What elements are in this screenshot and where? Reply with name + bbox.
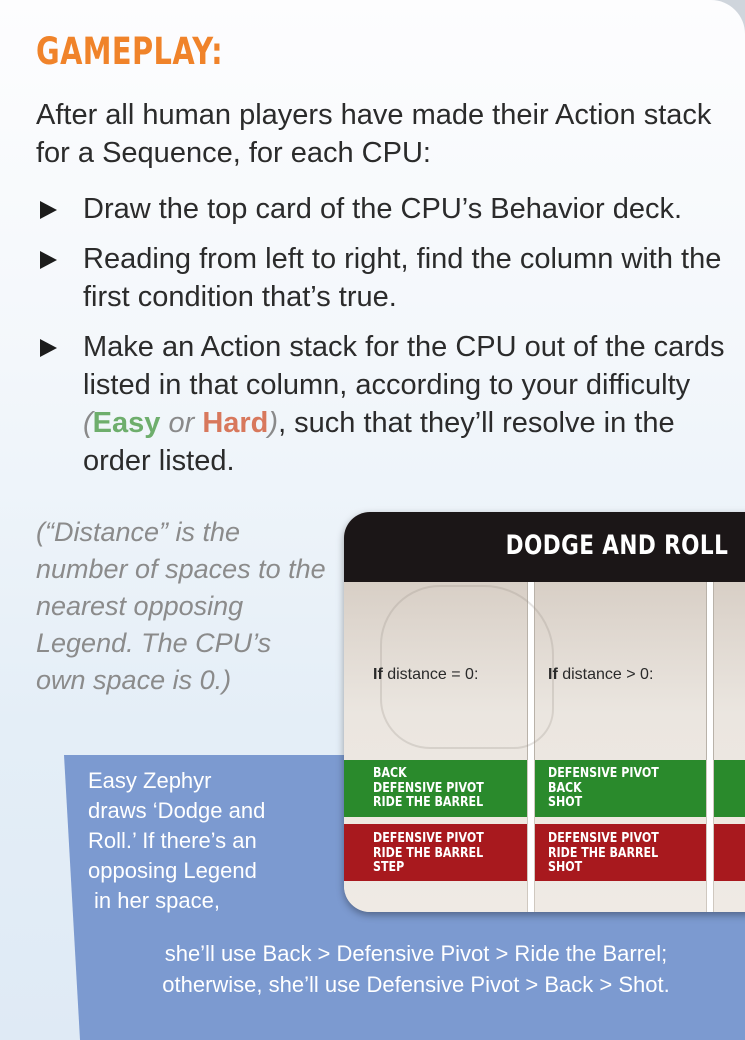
triangle-bullet-icon xyxy=(40,339,57,357)
condition-text: distance = 0: xyxy=(382,666,479,683)
step-item xyxy=(36,190,726,228)
action-card-name: BACK xyxy=(373,765,407,781)
example-line: draws ‘Dodge and xyxy=(88,798,266,823)
column-condition xyxy=(548,666,653,684)
easy-card-list xyxy=(373,766,484,810)
action-card-name: RIDE THE BARREL xyxy=(373,844,484,861)
card-title: DODGE AND ROLL xyxy=(505,530,728,561)
example-continuation xyxy=(96,938,736,1000)
action-card-name: BACK xyxy=(548,779,582,796)
easy-card-list xyxy=(548,766,659,810)
step-text: Draw the top card of the CPU’s Behavior deck. xyxy=(83,193,683,225)
action-card-name: DEFENSIVE PIVOT xyxy=(548,830,659,846)
hard-card-list xyxy=(373,831,484,875)
band-separator xyxy=(344,817,745,824)
step-text xyxy=(83,331,725,477)
step-item xyxy=(36,240,726,316)
action-card-name: DEFENSIVE PIVOT xyxy=(548,765,659,781)
column-condition xyxy=(373,666,478,684)
steps-list xyxy=(36,190,726,492)
easy-label: Easy xyxy=(92,407,161,439)
step-item xyxy=(36,328,726,480)
example-line: Easy Zephyr xyxy=(88,768,212,793)
action-card-name: RIDE THE BARREL xyxy=(373,794,484,810)
condition-if: If xyxy=(373,666,383,683)
example-line: opposing Legend xyxy=(88,858,257,883)
section-heading: GAMEPLAY: xyxy=(36,30,224,73)
example-line: in her space, xyxy=(94,888,220,913)
example-line: Roll.’ If there’s an xyxy=(88,828,257,853)
step-text-start: Make an Action stack for the CPU out of the cards listed in that column, according to your difficulty xyxy=(83,331,725,401)
distance-note: (“Distance” is the number of spaces to the nearest opposing Legend. The CPU’s own space is 0.) xyxy=(36,517,326,695)
action-card-name: DEFENSIVE PIVOT xyxy=(373,779,484,796)
column-divider xyxy=(706,760,714,912)
action-card-name: SHOT xyxy=(548,859,583,875)
action-card-name: DEFENSIVE PIVOT xyxy=(373,830,484,846)
column-divider xyxy=(527,760,535,912)
paren-open: ( xyxy=(83,407,93,439)
triangle-bullet-icon xyxy=(40,251,57,269)
action-card-name: SHOT xyxy=(548,794,583,810)
action-card-name: RIDE THE BARREL xyxy=(548,844,659,861)
example-line: otherwise, she’ll use Defensive Pivot > Back > Shot. xyxy=(162,972,670,997)
example-line: she’ll use Back > Defensive Pivot > Ride the Barrel; xyxy=(164,941,668,966)
hard-card-list xyxy=(548,831,659,875)
example-text xyxy=(88,766,318,916)
condition-text: distance > 0: xyxy=(557,666,654,683)
card-header xyxy=(344,512,745,582)
hard-label: Hard xyxy=(202,407,269,439)
triangle-bullet-icon xyxy=(40,201,57,219)
intro-paragraph: After all human players have made their Action stack for a Sequence, for each CPU: xyxy=(36,99,712,169)
paren-close: ) xyxy=(268,407,279,439)
condition-if: If xyxy=(548,666,558,683)
step-text-end: , such that they’ll resolve in the order listed. xyxy=(83,407,675,477)
action-card-name: STEP xyxy=(373,859,405,875)
step-text: Reading from left to right, find the column with the first condition that’s true. xyxy=(83,243,722,313)
or-label: or xyxy=(160,407,203,439)
